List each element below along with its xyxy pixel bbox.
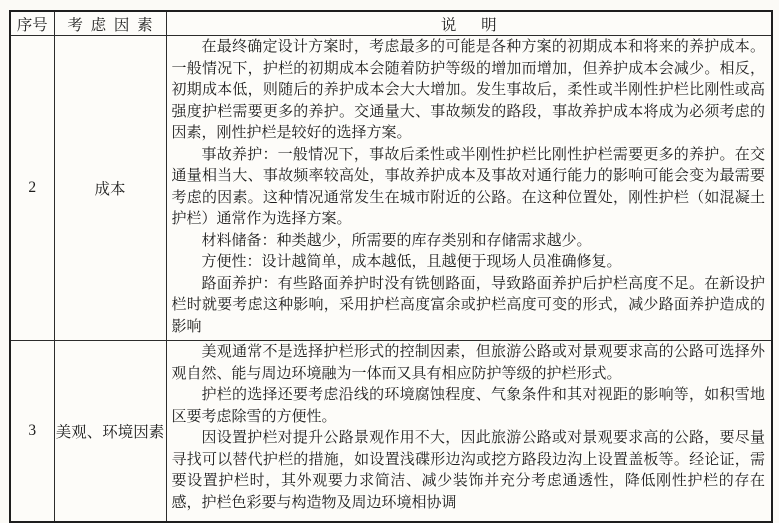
factor-cell: 美观、环境因素 xyxy=(54,341,166,523)
description-paragraph: 美观通常不是选择护栏形式的控制因素，但旅游公路或对景观要求高的公路可选择外观自然、能与周边环境融为一体而又具有相应防护等级的护栏形式。 xyxy=(171,344,765,382)
table-row-cost xyxy=(10,36,772,341)
serial-number-cell: 3 xyxy=(10,341,54,523)
header-description: 说明 xyxy=(166,11,772,36)
description-paragraph: 方便性：设计越简单，成本越低，且越便于现场人员准确修复。 xyxy=(201,254,622,270)
description-cell xyxy=(166,36,772,341)
description-paragraph: 在最终确定设计方案时，考虑最多的可能是各种方案的初期成本和将来的养护成本。一般情况下，护栏的初期成本会随着防护等级的增加而增加，但养护成本会减少。相反，初期成本低，则随后的养护成本会大大增加。发生事故后，柔性或半刚性护栏比刚性或高强度护栏需要更多的养护。交通量大、事故频发的路段，事故养护成本将成为必须考虑的因素，刚性护栏是较好的选择方案。 xyxy=(171,39,765,141)
table-row-aesthetics-environment xyxy=(10,341,772,523)
header-row xyxy=(10,11,772,36)
description-paragraph: 材料储备：种类越少，所需要的库存类别和存储需求越少。 xyxy=(201,232,592,249)
header-serial-number: 序号 xyxy=(10,11,54,36)
header-consideration-factor: 考虑因素 xyxy=(54,11,166,36)
description-paragraph: 事故养护：一般情况下，事故后柔性或半刚性护栏比刚性护栏需要更多的养护。在交通量相当大、事故频率较高处，事故养护成本及事故对通行能力的影响可能会变为最需要考虑的因素。这种情况通常发生在城市附近的公路。在这种位置处，刚性护栏（如混凝土护栏）通常作为选择方案。 xyxy=(171,146,765,227)
description-paragraph: 因设置护栏对提升公路景观作用不大，因此旅游公路或对景观要求高的公路，要尽量寻找可以替代护栏的措施，如设置浅碟形边沟或挖方路段边沟上设置盖板等。经论证，需要设置护栏时，其外观要力求简洁、减少装饰并充分考虑通透性，降低刚性护栏的存在感，护栏色彩要与构造物及周边环境相协调 xyxy=(171,430,765,511)
description-paragraph: 路面养护：有些路面养护时没有铣刨路面，导致路面养护后护栏高度不足。在新设护栏时就要考虑这种影响，采用护栏高度富余或护栏高度可变的形式，减少路面养护造成的影响 xyxy=(171,275,765,335)
guardrail-considerations-table xyxy=(9,10,773,523)
description-cell xyxy=(166,341,772,523)
description-paragraph: 护栏的选择还要考虑沿线的环境腐蚀程度、气象条件和其对视距的影响等，如积雪地区要考虑除雪的方便性。 xyxy=(171,387,765,425)
serial-number-cell: 2 xyxy=(10,36,54,341)
factor-cell: 成本 xyxy=(54,36,166,341)
